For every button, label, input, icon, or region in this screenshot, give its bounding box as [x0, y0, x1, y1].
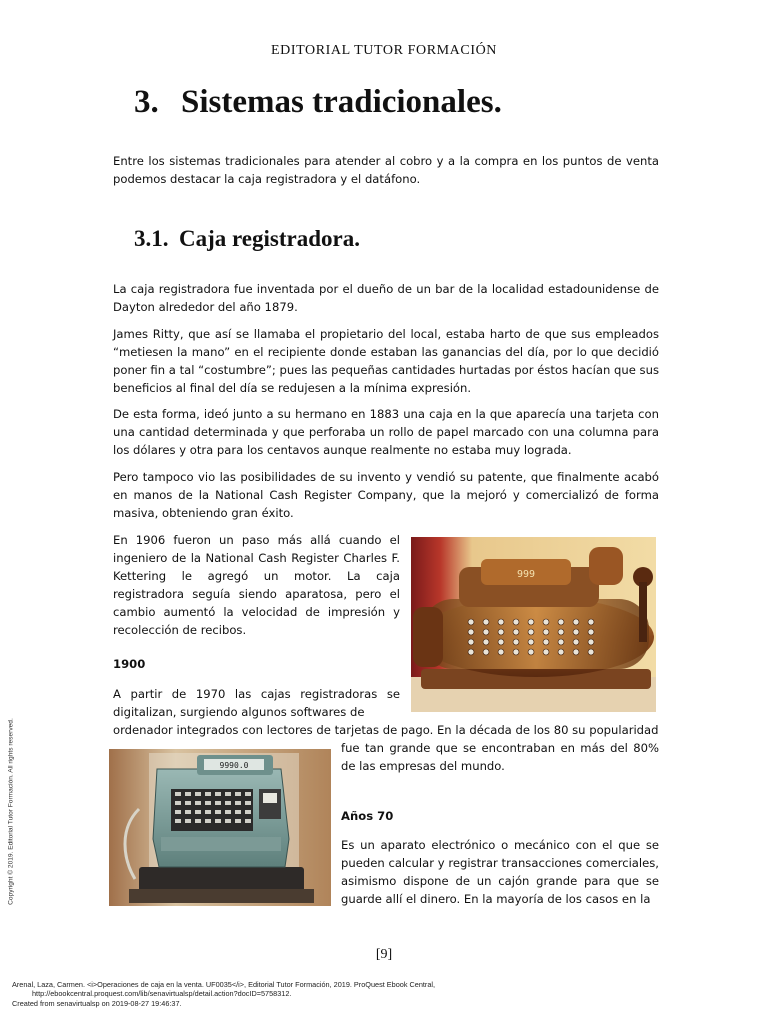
modern-display-text: 9990.0	[219, 761, 249, 770]
citation-footer	[12, 980, 435, 1008]
caption-1900: 1900	[113, 657, 146, 671]
subsection-title: Caja registradora.	[179, 226, 360, 251]
antique-cash-register-photo	[411, 537, 656, 712]
section-title: Sistemas tradicionales.	[181, 84, 502, 120]
section-heading	[134, 84, 502, 121]
citation-url[interactable]: http://ebookcentral.proquest.com/lib/senavirtualsp/detail.action?docID=5758312.	[32, 989, 292, 999]
subsection-number: 3.1.	[134, 226, 169, 251]
page-number: [9]	[375, 947, 393, 962]
paragraph-ritty: James Ritty, que así se llamaba el propietario del local, estaba harto de que sus empleados “metiesen la mano” en el recipiente donde estaban las ganancias del día, por lo que decidió poner fin a tal “costumbre”; pues las pequeñas cantidades hurtadas por éstos hacían que sus beneficios al final del día se redujesen a la mínima expresión.	[113, 327, 659, 395]
paragraph-1970-end: fue tan grande que se encontraban en más del 80% de las empresas del mundo.	[341, 741, 659, 773]
register-display-text: 999	[516, 569, 536, 580]
running-header: EDITORIAL TUTOR FORMACIÓN	[270, 43, 498, 58]
paragraph-patent: Pero tampoco vio las posibilidades de su invento y vendió su patente, que finalmente acabó en manos de la National Cash Register Company, que la mejoró y comercializó de forma masiva, obteniendo gran éxito.	[113, 470, 659, 520]
paragraph-invention: La caja registradora fue inventada por el dueño de un bar de la localidad estadounidense de Dayton alrededor del año 1879.	[113, 282, 659, 314]
subsection-heading	[134, 226, 360, 252]
paragraph-1970-start: A partir de 1970 las cajas registradoras se digitalizan, surgiendo algunos softwares de	[113, 687, 400, 719]
paragraph-definition: Es un aparato electrónico o mecánico con el que se pueden calcular y registrar transacciones comerciales, asimismo dispone de un cajón grande para que se guarde allí el dinero. En la mayoría de los casos en la	[341, 838, 659, 906]
paragraph-1970-continued: ordenador integrados con lectores de tarjetas de pago. En la década de los 80 su popularidad	[113, 723, 659, 737]
side-copyright: Copyright © 2019. Editorial Tutor Formación. All rights reserved.	[7, 718, 15, 905]
paragraph-1906: En 1906 fueron un paso más allá cuando el ingeniero de la National Cash Register Charles F. Kettering le agregó un motor. La caja registradora seguía siendo aparatosa, pero el cambio aumentó la velocidad de impresión y recolección de recibos.	[113, 533, 400, 637]
section-number: 3.	[134, 84, 159, 120]
intro-paragraph: Entre los sistemas tradicionales para atender al cobro y a la compra en los puntos de venta podemos destacar la caja registradora y el datáfono.	[113, 154, 659, 186]
citation-line-1: Arenal, Laza, Carmen. <i>Operaciones de caja en la venta. UF0035</i>, Editorial Tutor Formación, 2019. ProQuest Ebook Central,	[12, 980, 436, 989]
citation-created: Created from senavirtualsp on 2019-08-27 19:46:37.	[12, 998, 182, 1008]
paragraph-1883: De esta forma, ideó junto a su hermano en 1883 una caja en la que aparecía una tarjeta con una cantidad determinada y que perforaba un rollo de papel marcado con una columna para los dólares y otra para los centavos aunque realmente no estaba muy lograda.	[113, 407, 659, 457]
caption-anos-70: Años 70	[341, 809, 394, 823]
modern-cash-register-photo	[109, 749, 331, 906]
